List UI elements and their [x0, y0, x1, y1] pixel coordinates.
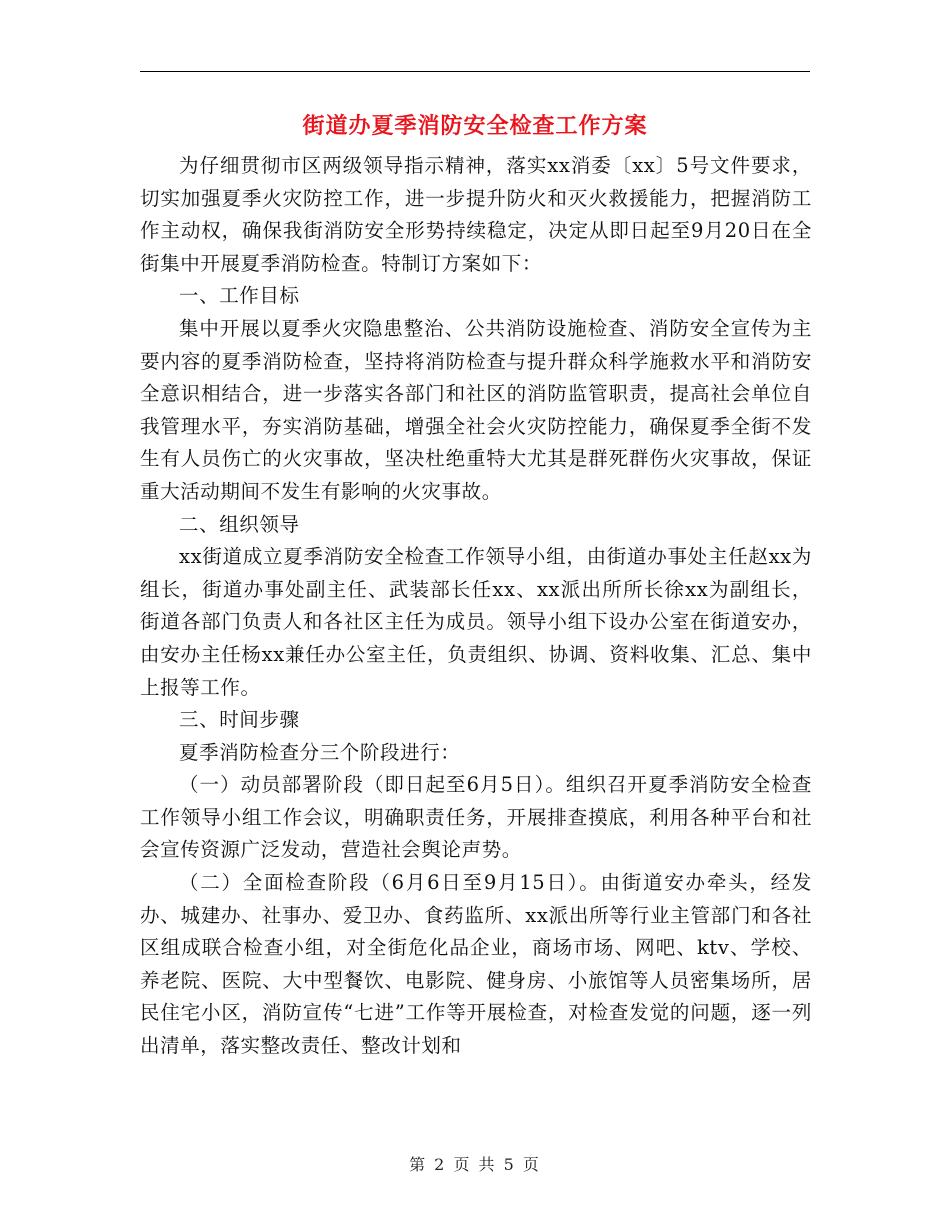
organization-paragraph: xx街道成立夏季消防安全检查工作领导小组，由街道办事处主任赵xx为组长，街道办事处副主任、武装部长任xx、xx派出所所长徐xx为副组长，街道各部门负责人和各社区主任为成员。领导小组下设办公室在街道安办，由安办主任杨xx兼任办公室主任，负责组织、协调、资料收集、汇总、集中上报等工作。	[140, 545, 812, 699]
section-heading-schedule: 三、时间步骤	[179, 708, 300, 732]
goals-paragraph: 集中开展以夏季火灾隐患整治、公共消防设施检查、消防安全宣传为主要内容的夏季消防检查，坚持将消防检查与提升群众科学施救水平和消防安全意识相结合，进一步落实各部门和社区的消防监管职责，提高社会单位自我管理水平，夯实消防基础，增强全社会火灾防控能力，确保夏季全街不发生有人员伤亡的火灾事故，坚决杜绝重特大尤其是群死群伤火灾事故，保证重大活动期间不发生有影响的火灾事故。	[140, 316, 812, 503]
document-title: 街道办夏季消防安全检查工作方案	[302, 113, 648, 139]
phase-one-paragraph: （一）动员部署阶段（即日起至6月5日）。组织召开夏季消防安全检查工作领导小组工作会议，明确职责任务，开展排查摸底，利用各种平台和社会宣传资源广泛发动，营造社会舆论声势。	[140, 773, 812, 862]
header-rule	[140, 71, 810, 72]
section-heading-goals: 一、工作目标	[179, 284, 300, 308]
schedule-intro-paragraph: 夏季消防检查分三个阶段进行：	[179, 740, 461, 764]
phase-two-paragraph: （二）全面检查阶段（6月6日至9月15日）。由街道安办牵头，经发办、城建办、社事办、爱卫办、食药监所、xx派出所等行业主管部门和各社区组成联合检查小组，对全街危化品企业，商场市场、网吧、ktv、学校、养老院、医院、大中型餐饮、电影院、健身房、小旅馆等人员密集场所，居民住宅小区，消防宣传“七进”工作等开展检查，对检查发觉的问题，逐一列出清单，落实整改责任、整改计划和	[140, 871, 812, 1058]
intro-paragraph: 为仔细贯彻市区两级领导指示精神，落实xx消委〔xx〕5号文件要求，切实加强夏季火灾防控工作，进一步提升防火和灭火救援能力，把握消防工作主动权，确保我街消防安全形势持续稳定，决定从即日起至9月20日在全街集中开展夏季消防检查。特制订方案如下：	[140, 154, 812, 275]
page-number: 第 2 页 共 5 页	[409, 1155, 541, 1174]
section-heading-organization: 二、组织领导	[179, 512, 300, 536]
document-body	[140, 150, 812, 1063]
